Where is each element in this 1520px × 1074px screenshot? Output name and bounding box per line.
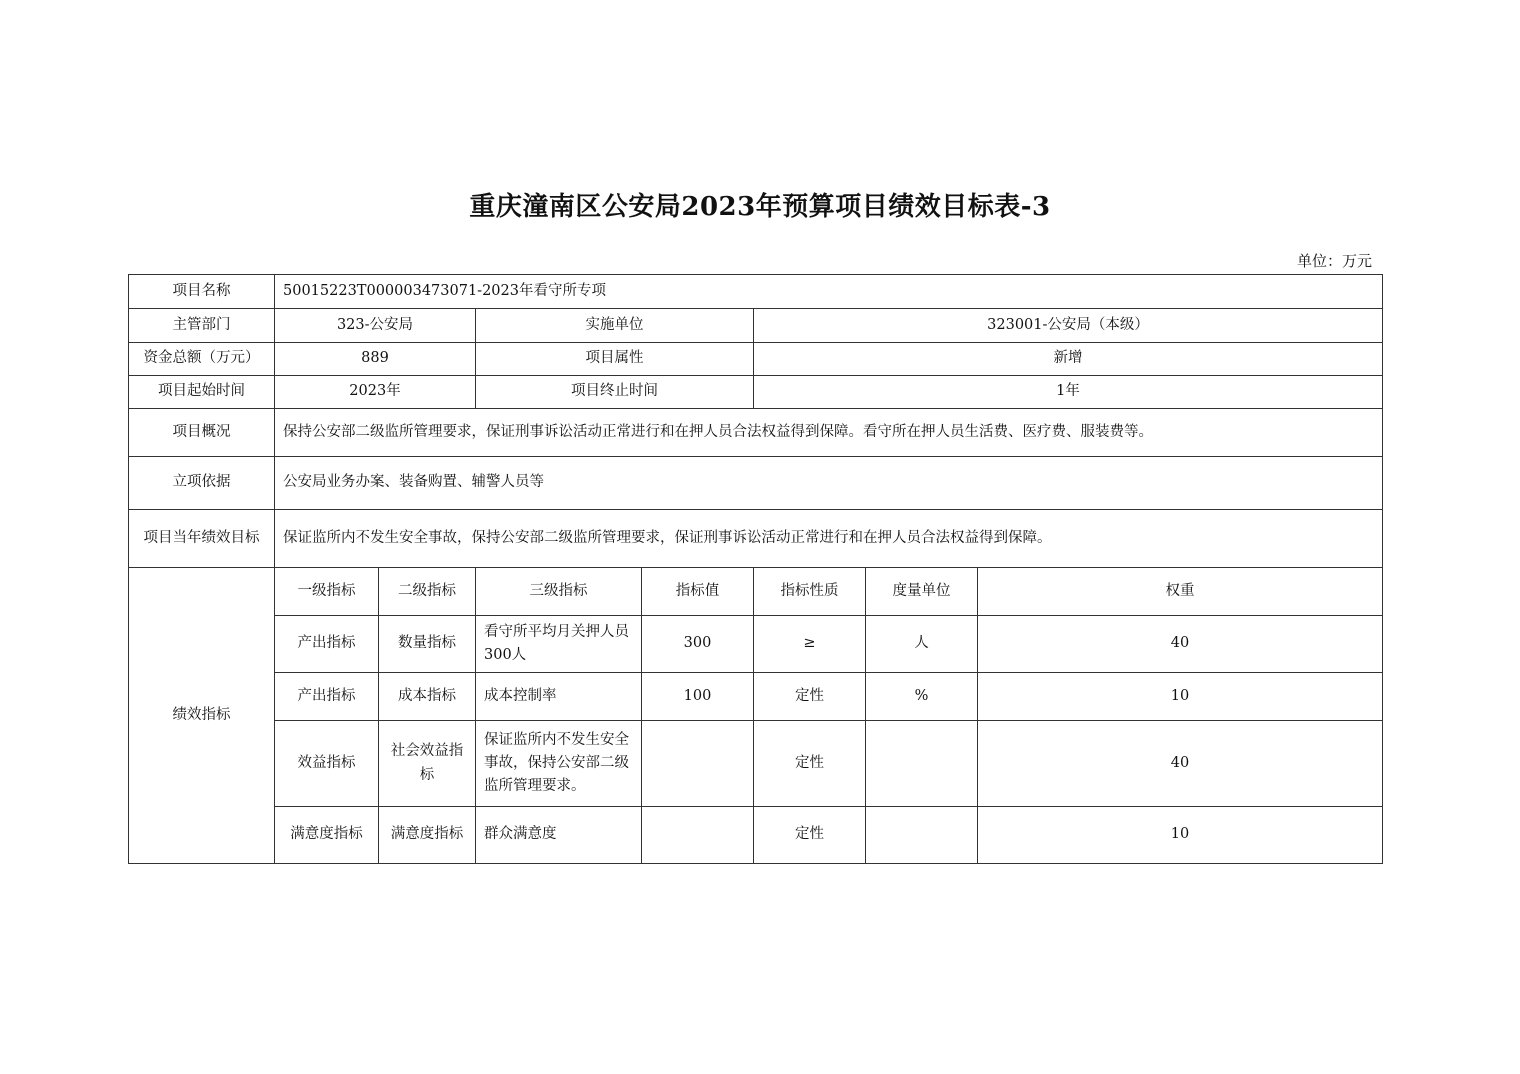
cell-value: 300 [642, 616, 754, 673]
header-level2: 二级指标 [379, 568, 476, 616]
end-label: 项目终止时间 [476, 376, 754, 409]
cell-value [642, 807, 754, 864]
fund-value: 889 [275, 343, 476, 376]
cell-level1: 满意度指标 [275, 807, 379, 864]
end-value: 1年 [754, 376, 1383, 409]
impl-unit-value: 323001-公安局（本级） [754, 309, 1383, 343]
cell-value [642, 721, 754, 807]
cell-weight: 10 [978, 673, 1383, 721]
indicators-section-label: 绩效指标 [129, 568, 275, 864]
row-project-name [129, 275, 1383, 309]
cell-level1: 产出指标 [275, 673, 379, 721]
header-weight: 权重 [978, 568, 1383, 616]
row-goal [129, 510, 1383, 568]
cell-weight: 10 [978, 807, 1383, 864]
row-overview [129, 409, 1383, 457]
cell-level2: 成本指标 [379, 673, 476, 721]
indicator-header-row [129, 568, 1383, 616]
performance-target-table [128, 274, 1383, 864]
cell-unit [866, 807, 978, 864]
cell-unit [866, 721, 978, 807]
cell-nature: 定性 [754, 807, 866, 864]
row-time [129, 376, 1383, 409]
impl-unit-label: 实施单位 [476, 309, 754, 343]
table-row [129, 616, 1383, 673]
dept-value: 323-公安局 [275, 309, 476, 343]
row-fund [129, 343, 1383, 376]
attr-value: 新增 [754, 343, 1383, 376]
page-title: 重庆潼南区公安局2023年预算项目绩效目标表-3 [469, 192, 1051, 222]
table-row [129, 807, 1383, 864]
start-value: 2023年 [275, 376, 476, 409]
table-row [129, 673, 1383, 721]
start-label: 项目起始时间 [129, 376, 275, 409]
overview-value: 保持公安部二级监所管理要求，保证刑事诉讼活动正常进行和在押人员合法权益得到保障。看守所在押人员生活费、医疗费、服装费等。 [275, 409, 1383, 457]
basis-value: 公安局业务办案、装备购置、辅警人员等 [275, 457, 1383, 510]
table-row [129, 721, 1383, 807]
cell-level2: 数量指标 [379, 616, 476, 673]
cell-weight: 40 [978, 721, 1383, 807]
header-level3: 三级指标 [476, 568, 642, 616]
cell-level1: 效益指标 [275, 721, 379, 807]
goal-label: 项目当年绩效目标 [129, 510, 275, 568]
cell-level2: 社会效益指标 [379, 721, 476, 807]
cell-nature: ≥ [754, 616, 866, 673]
header-level1: 一级指标 [275, 568, 379, 616]
row-dept [129, 309, 1383, 343]
attr-label: 项目属性 [476, 343, 754, 376]
cell-unit: 人 [866, 616, 978, 673]
header-unit: 度量单位 [866, 568, 978, 616]
fund-label: 资金总额（万元） [129, 343, 275, 376]
cell-nature: 定性 [754, 673, 866, 721]
project-name-value: 50015223T000003473071-2023年看守所专项 [275, 275, 1383, 309]
cell-level2: 满意度指标 [379, 807, 476, 864]
cell-level1: 产出指标 [275, 616, 379, 673]
cell-level3: 群众满意度 [476, 807, 642, 864]
overview-label: 项目概况 [129, 409, 275, 457]
cell-nature: 定性 [754, 721, 866, 807]
basis-label: 立项依据 [129, 457, 275, 510]
cell-level3: 看守所平均月关押人员300人 [476, 616, 642, 673]
cell-level3: 保证监所内不发生安全事故，保持公安部二级监所管理要求。 [476, 721, 642, 807]
row-basis [129, 457, 1383, 510]
cell-unit: % [866, 673, 978, 721]
header-value: 指标值 [642, 568, 754, 616]
project-name-label: 项目名称 [129, 275, 275, 309]
dept-label: 主管部门 [129, 309, 275, 343]
cell-value: 100 [642, 673, 754, 721]
header-nature: 指标性质 [754, 568, 866, 616]
cell-weight: 40 [978, 616, 1383, 673]
unit-label: 单位：万元 [1296, 252, 1372, 270]
goal-value: 保证监所内不发生安全事故，保持公安部二级监所管理要求，保证刑事诉讼活动正常进行和在押人员合法权益得到保障。 [275, 510, 1383, 568]
cell-level3: 成本控制率 [476, 673, 642, 721]
